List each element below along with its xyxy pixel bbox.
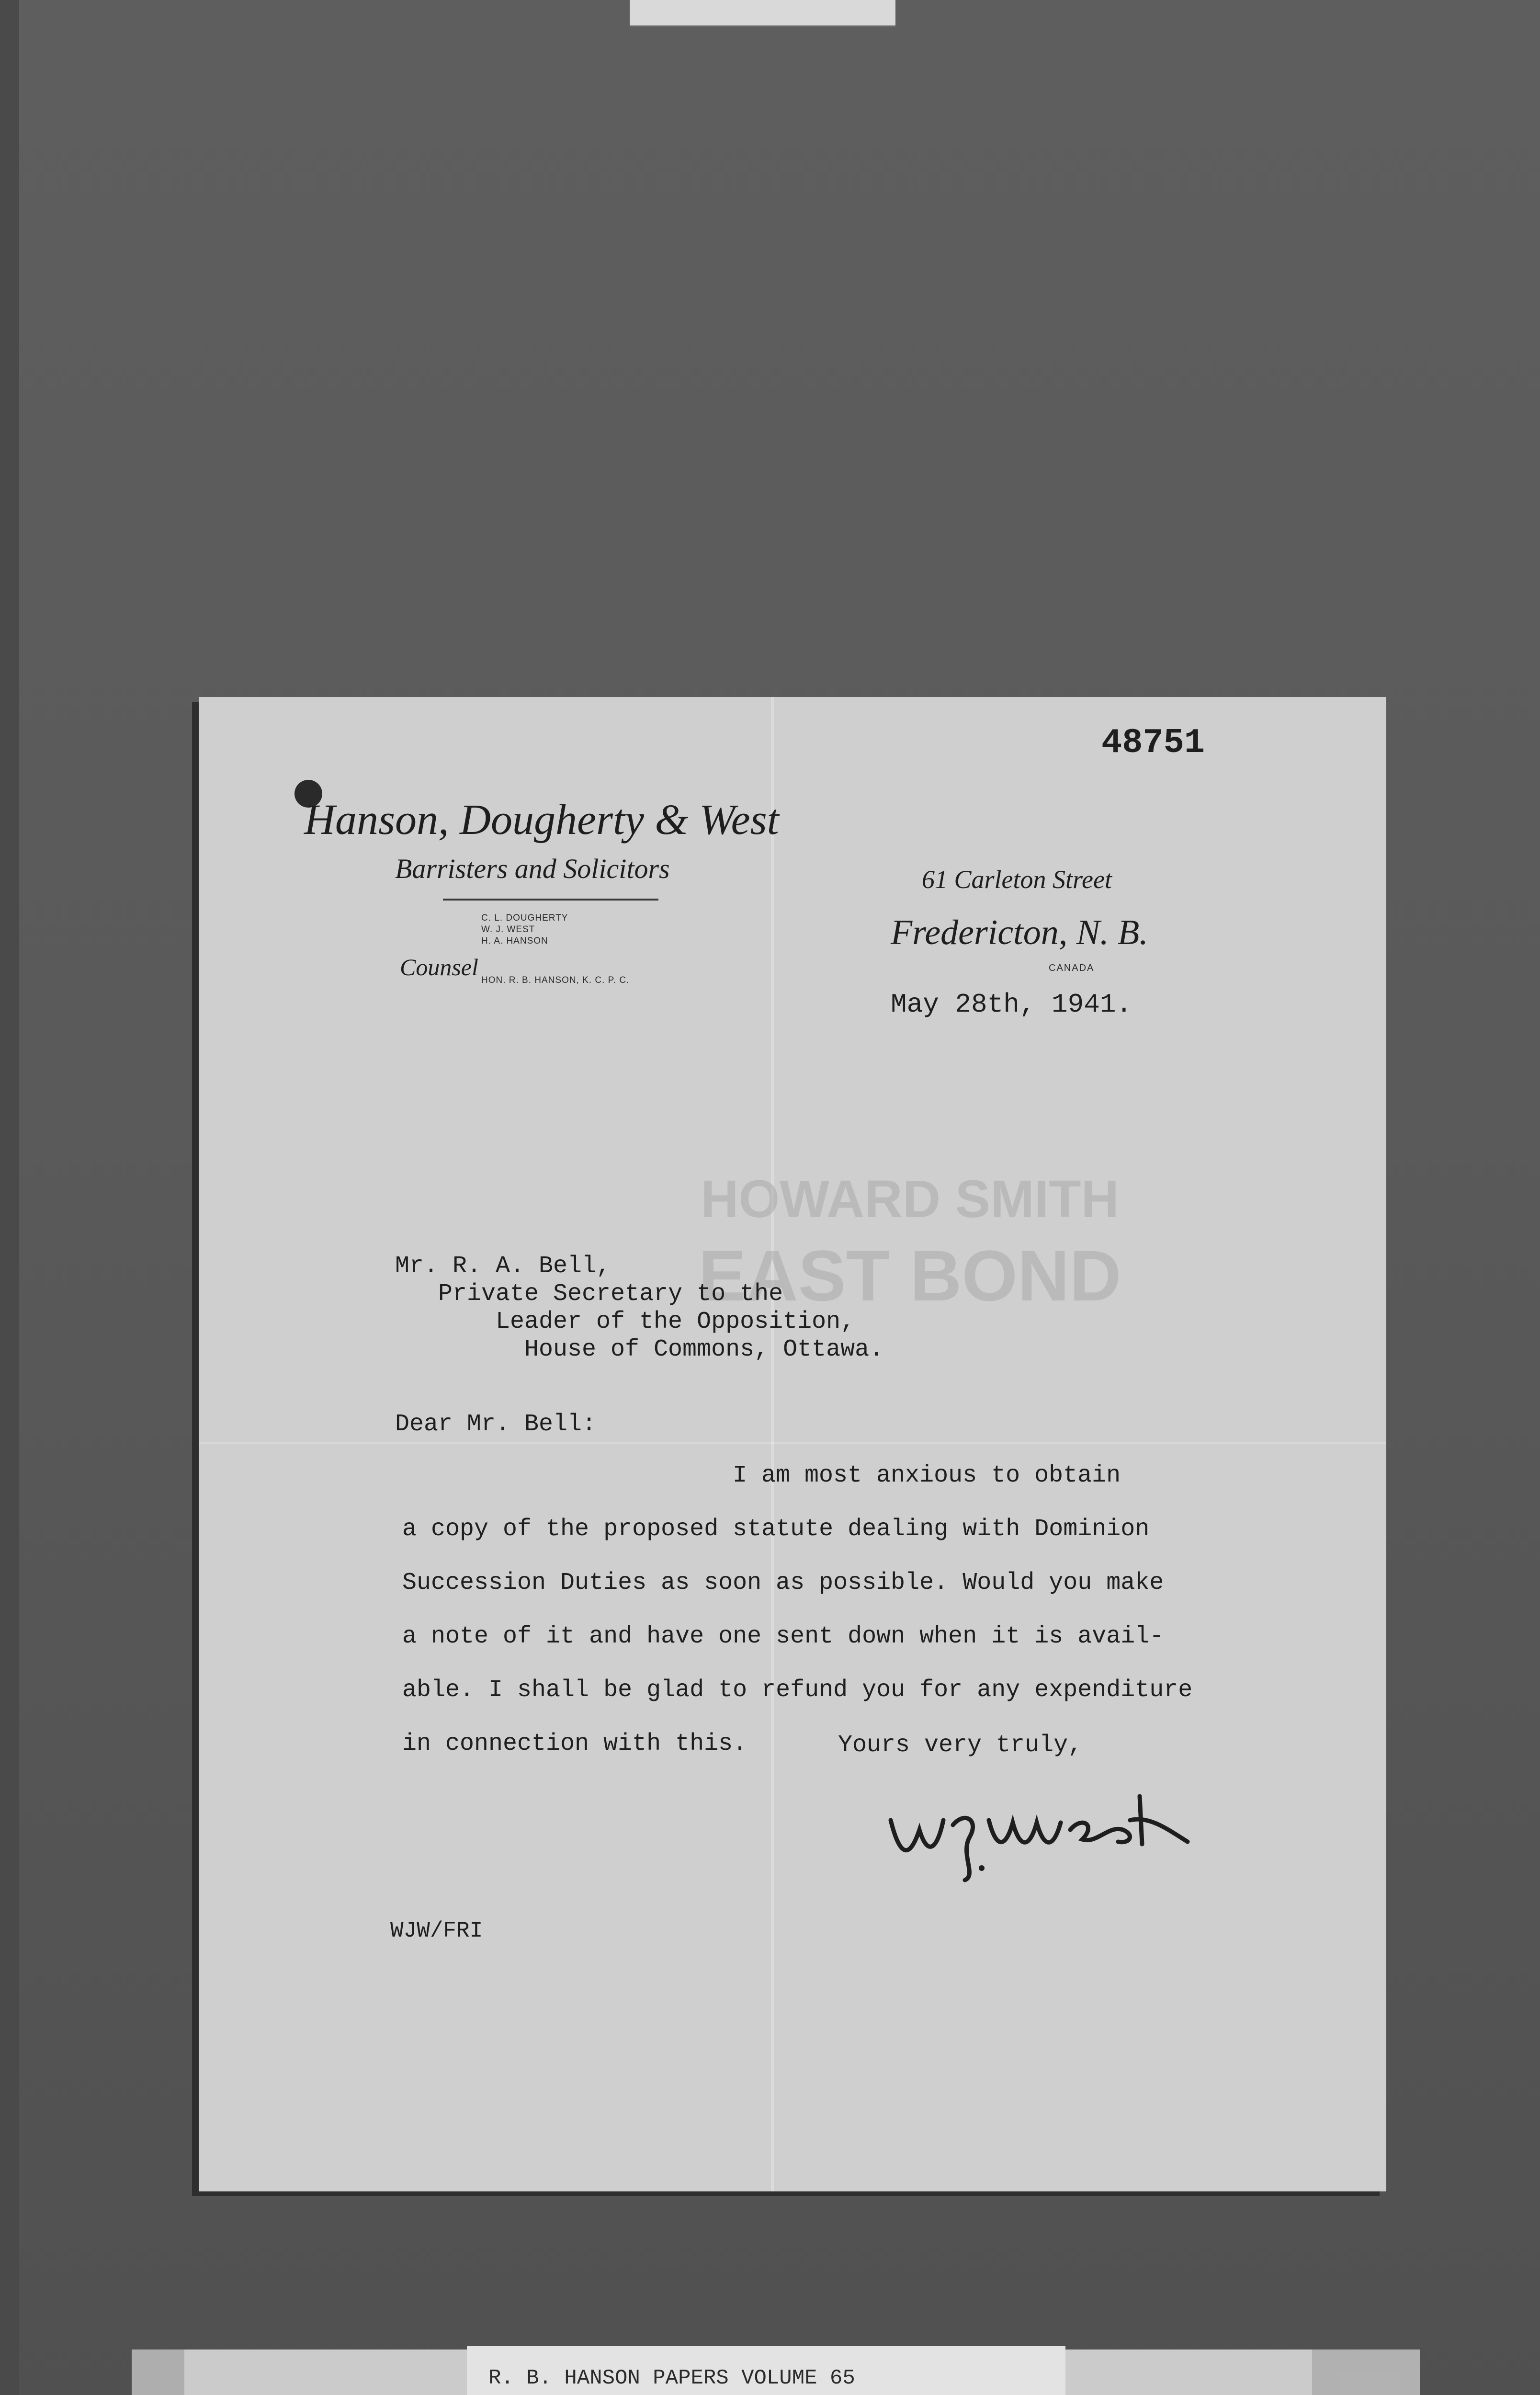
address-city: Fredericton, N. B.: [891, 913, 1148, 952]
closing: Yours very truly,: [838, 1732, 1083, 1759]
salutation: Dear Mr. Bell:: [395, 1411, 597, 1438]
letter-sheet: [199, 697, 1386, 2191]
document-number: 48751: [1101, 723, 1205, 763]
address-country: CANADA: [1049, 963, 1095, 973]
body-line: a note of it and have one sent down when it is avail-: [402, 1623, 1164, 1650]
partner-list: [481, 912, 568, 947]
addressee-line: House of Commons, Ottawa.: [524, 1336, 884, 1363]
board-edge: [0, 0, 19, 2395]
letter-body: [402, 1449, 1264, 1771]
handwritten-signature: [881, 1777, 1197, 1882]
body-line: Succession Duties as soon as possible. Would you make: [402, 1569, 1164, 1597]
letterhead-divider: [443, 899, 658, 901]
fold-crease-horizontal: [199, 1442, 1386, 1444]
address-street: 61 Carleton Street: [922, 865, 1112, 894]
partner-name: C. L. DOUGHERTY: [481, 913, 568, 923]
body-line: in connection with this.: [402, 1730, 747, 1757]
addressee-line: Leader of the Opposition,: [496, 1308, 855, 1335]
mount-tab: [630, 0, 895, 26]
partner-name: H. A. HANSON: [481, 936, 548, 946]
card-shadow: [132, 2349, 184, 2395]
body-line: able. I shall be glad to refund you for any expenditure: [402, 1676, 1193, 1704]
counsel-label: Counsel: [400, 954, 478, 981]
card-shadow: [1312, 2349, 1420, 2395]
body-line: I am most anxious to obtain: [733, 1462, 1121, 1489]
addressee-line: Mr. R. A. Bell,: [395, 1253, 611, 1280]
typist-initials: WJW/FRI: [390, 1918, 483, 1943]
fold-crease-vertical: [771, 697, 774, 2191]
addressee-block: [395, 1253, 883, 1364]
body-line: a copy of the proposed statute dealing with Dominion: [402, 1516, 1150, 1543]
counsel-name: HON. R. B. HANSON, K. C. P. C.: [481, 975, 630, 985]
watermark-line: HOWARD SMITH: [701, 1170, 1119, 1229]
partner-name: W. J. WEST: [481, 924, 535, 935]
addressee-line: Private Secretary to the: [438, 1280, 783, 1308]
firm-subtitle: Barristers and Solicitors: [395, 853, 670, 884]
letter-date: May 28th, 1941.: [891, 989, 1132, 1020]
volume-label: R. B. HANSON PAPERS VOLUME 65: [467, 2346, 1065, 2395]
watermark-line: EAST BOND: [698, 1235, 1121, 1316]
firm-name: Hanson, Dougherty & West: [304, 796, 779, 844]
